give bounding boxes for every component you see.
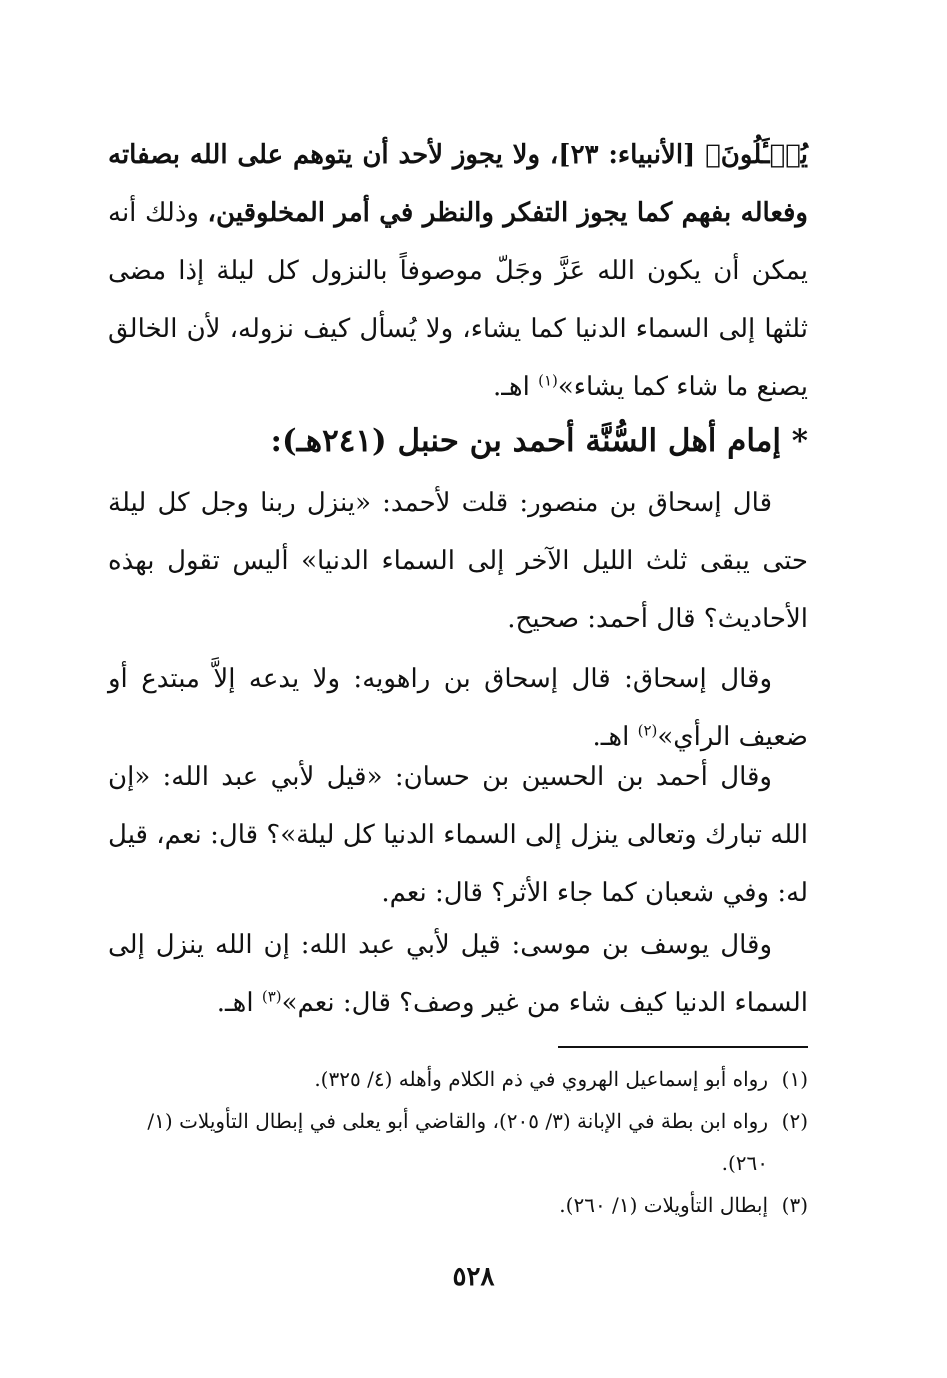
paragraph-ishaq-mansur: قال إسحاق بن منصور: قلت لأحمد: «ينزل ربنا وجل كل ليلة حتى يبقى ثلث الليل الآخر إلى السماء الدنيا» أليس تقول بهذه الأحاديث؟ قال أحمد: صحيح. — [108, 488, 808, 634]
footnote-ref-2[interactable]: (٢) — [637, 721, 658, 740]
footnote-ref-1[interactable]: (١) — [538, 371, 558, 390]
section-heading: * إمام أهل السُّنَّة أحمد بن حنبل (٢٤١هـ): — [270, 423, 808, 459]
paragraph-yusuf-musa — [108, 916, 808, 1032]
paragraph-continuation — [108, 126, 808, 416]
footnote-number: (٣) — [781, 1193, 808, 1217]
footnote-1 — [108, 1058, 808, 1100]
footnote-text: إبطال التأويلات (١/ ٢٦٠). — [559, 1193, 768, 1217]
paragraph-ahmad-hassan: وقال أحمد بن الحسين بن حسان: «قيل لأبي عبد الله: «إن الله تبارك وتعالى ينزل إلى السماء الدنيا كل ليلة»؟ قال: نعم، قيل له: وفي شعبان كما جاء الأثر؟ قال: نعم. — [108, 762, 808, 908]
page-number: ٥٢٨ — [452, 1262, 495, 1292]
footnote-ref-3[interactable]: (٣) — [261, 987, 282, 1006]
paragraph-bold-lead: ﴾ [الأنبياء: ٢٣]، ولا يجوز لأحد أن يتوهم على الله بصفاته وفعاله بفهم كما يجوز التفكر والنظر في أمر المخلوقين، — [108, 140, 808, 228]
footnote-3 — [108, 1184, 808, 1226]
footnote-number: (١) — [781, 1067, 808, 1091]
paragraph-text: وقال إسحاق: قال إسحاق بن راهويه: ولا يدعه إلاَّ مبتدع أو ضعيف الرأي» — [108, 664, 808, 752]
paragraph-end: اهـ. — [592, 722, 638, 752]
paragraph-text: وذلك أنه يمكن أن يكون الله عَزَّ وجَلّ موصوفاً بالنزول كل ليلة إذا مضى ثلثها إلى السماء الدنيا كما يشاء، ولا يُسأل كيف نزوله، لأن الخالق يصنع ما شاء كما يشاء» — [108, 198, 809, 402]
footnote-text: رواه أبو إسماعيل الهروي في ذم الكلام وأهله (٤/ ٣٢٥). — [314, 1067, 768, 1091]
footnotes — [108, 1058, 808, 1226]
footnote-number: (٢) — [781, 1109, 808, 1133]
footnote-text: رواه ابن بطة في الإبانة (٣/ ٢٠٥)، والقاضي أبو يعلى في إبطال التأويلات (١/ ٢٦٠). — [147, 1109, 768, 1175]
quran-word: يُسۡـَٔلُونَ — [720, 140, 808, 170]
paragraph-end: اهـ. — [493, 372, 539, 402]
paragraph-end: اهـ. — [216, 988, 262, 1018]
paragraph-text: وقال يوسف بن موسى: قيل لأبي عبد الله: إن الله ينزل إلى السماء الدنيا كيف شاء من غير وصف؟ قال: نعم» — [108, 930, 808, 1018]
footnote-2 — [108, 1100, 808, 1184]
footnote-divider — [558, 1046, 808, 1048]
